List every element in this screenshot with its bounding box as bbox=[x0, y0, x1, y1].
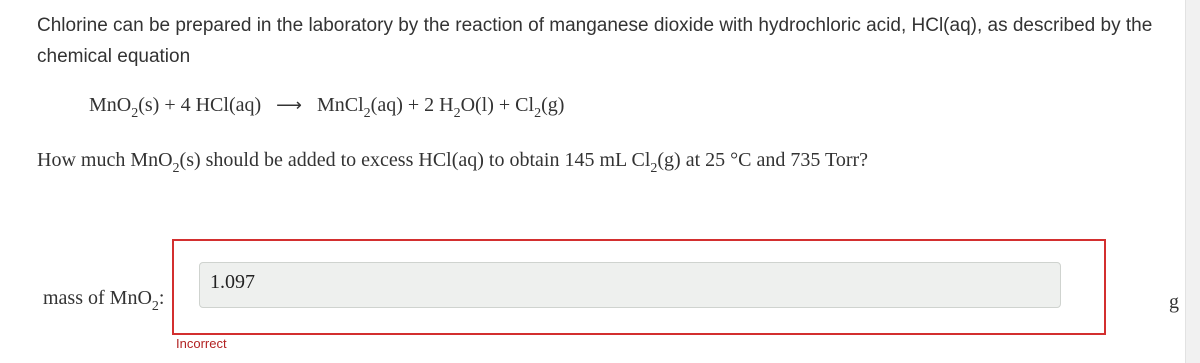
status-message: Incorrect bbox=[176, 336, 227, 351]
mass-input[interactable]: 1.097 bbox=[199, 262, 1061, 308]
reaction-arrow: ⟶ bbox=[276, 95, 302, 115]
question-text: How much MnO$_2$(s) should be added to excess HCl(aq) to obtain 145 mL $Cl_2(g)$ at 25 °C and 735 Torr? bbox=[37, 149, 869, 176]
vertical-scrollbar[interactable] bbox=[1185, 0, 1200, 363]
problem-intro: Chlorine can be prepared in the laboratory by the reaction of manganese dioxide with hydrochloric acid, HCl(aq), as described by the chemical equation bbox=[37, 15, 1153, 67]
chemical-equation: MnO$_2$(s) + 4 HCl(aq) ⟶ MnCl$_2$(aq) + 2 $H_2O(l) + Cl_2(g)$ bbox=[89, 94, 565, 121]
eq-reactant1: MnO bbox=[89, 94, 132, 116]
answer-label: mass of MnO$_2$: bbox=[43, 287, 165, 314]
unit-label: g bbox=[1169, 291, 1179, 313]
eq-product1: MnCl bbox=[316, 94, 364, 116]
